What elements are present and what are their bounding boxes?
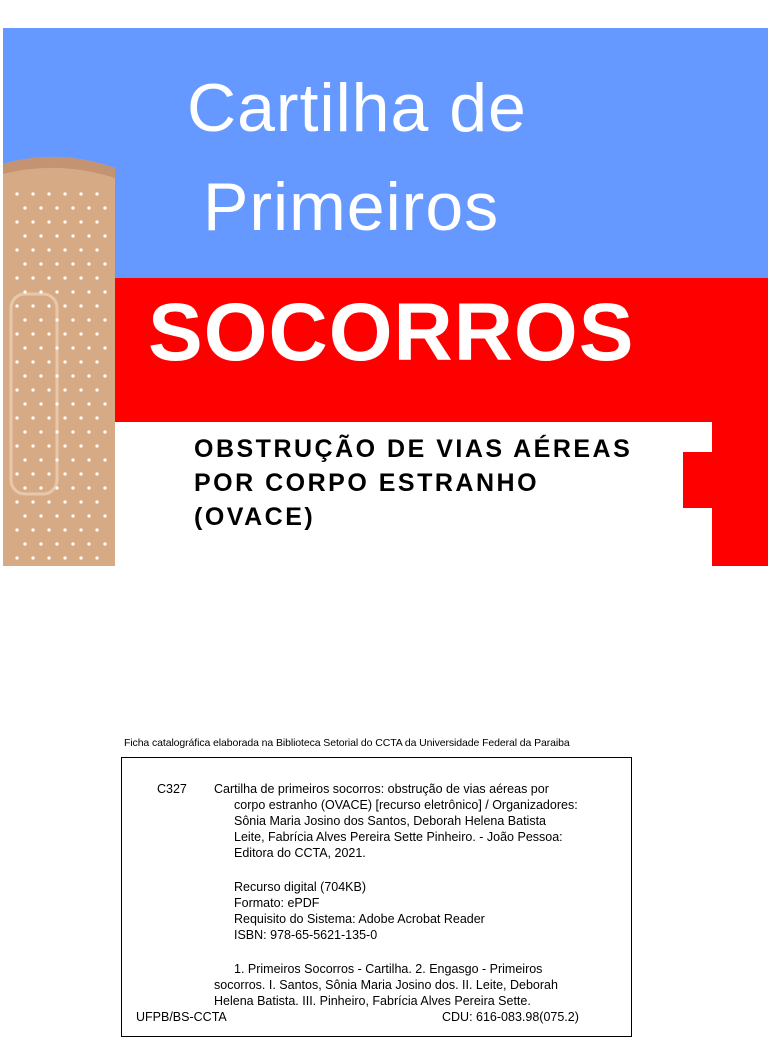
bandage-dot	[31, 416, 34, 419]
bandage-dot	[31, 304, 34, 307]
catalog-footer-left: UFPB/BS-CCTA	[136, 1010, 227, 1024]
bandage-dot	[55, 318, 58, 321]
bandage-dot	[103, 458, 106, 461]
red-cross-icon	[683, 404, 768, 566]
bandage-dot	[39, 430, 42, 433]
bandage-dot	[95, 556, 98, 559]
bandage-dot	[15, 360, 18, 363]
bandage-dot	[103, 374, 106, 377]
bandage-dot	[39, 290, 42, 293]
bandage-dot	[87, 430, 90, 433]
bandage-dot	[23, 486, 26, 489]
bandage-dot	[47, 192, 50, 195]
bandage-dot	[47, 528, 50, 531]
bandage-dot	[39, 318, 42, 321]
bandage-dot	[103, 514, 106, 517]
bandage-dot	[95, 248, 98, 251]
bandage-dot	[47, 248, 50, 251]
bandage-dot	[79, 556, 82, 559]
bandage-dot	[31, 276, 34, 279]
bandage-dot	[47, 416, 50, 419]
bandage-dot	[95, 444, 98, 447]
bandage-dot	[79, 500, 82, 503]
subject-line: Helena Batista. III. Pinheiro, Fabrícia Alves Pereira Sette.	[214, 994, 531, 1008]
bandage-dot	[63, 220, 66, 223]
bandage-icon	[3, 154, 121, 566]
bandage-dot	[15, 528, 18, 531]
bandage-dot	[95, 416, 98, 419]
bandage-dot	[71, 318, 74, 321]
subtitle-line: POR CORPO ESTRANHO	[194, 469, 540, 497]
bandage-dot	[63, 248, 66, 251]
bandage-dot	[71, 290, 74, 293]
bandage-dot	[79, 220, 82, 223]
bandage-dot	[55, 458, 58, 461]
entry-line: Cartilha de primeiros socorros: obstrução de vias aéreas por	[214, 782, 549, 796]
bandage-dot	[71, 486, 74, 489]
bandage-dot	[79, 528, 82, 531]
bandage-dot	[23, 346, 26, 349]
cover-title-line-2: Primeiros	[203, 169, 500, 245]
bandage-dot	[31, 332, 34, 335]
bandage-dot	[79, 472, 82, 475]
bandage-dot	[71, 262, 74, 265]
bandage-dot	[103, 430, 106, 433]
bandage-dot	[95, 472, 98, 475]
bandage-dot	[87, 374, 90, 377]
bandage-dot	[31, 444, 34, 447]
bandage-dot	[31, 556, 34, 559]
bandage-dot	[95, 360, 98, 363]
bandage-dot	[95, 276, 98, 279]
bandage-dot	[15, 276, 18, 279]
bandage-dot	[79, 304, 82, 307]
bandage-dot	[39, 402, 42, 405]
bandage-dot	[71, 542, 74, 545]
bandage-dot	[23, 402, 26, 405]
bandage-dot	[15, 332, 18, 335]
bandage-dot	[63, 416, 66, 419]
bandage-dot	[87, 402, 90, 405]
bandage-dot	[87, 234, 90, 237]
bandage-dot	[55, 234, 58, 237]
cover-title-socorros: SOCORROS	[148, 287, 635, 378]
bandage-dot	[87, 318, 90, 321]
bandage-dot	[39, 542, 42, 545]
bandage-dot	[79, 248, 82, 251]
bandage-dot	[87, 514, 90, 517]
entry-line: Leite, Fabrícia Alves Pereira Sette Pinheiro. - João Pessoa:	[234, 830, 563, 844]
bandage-dot	[87, 262, 90, 265]
bandage-dot	[103, 206, 106, 209]
bandage-dot	[31, 192, 34, 195]
bandage-dot	[87, 346, 90, 349]
bandage-dot	[47, 388, 50, 391]
bandage-dot	[95, 192, 98, 195]
subject-line: 1. Primeiros Socorros - Cartilha. 2. Engasgo - Primeiros	[234, 962, 543, 976]
bandage-dot	[23, 458, 26, 461]
bandage-dot	[95, 220, 98, 223]
bandage-dot	[23, 262, 26, 265]
bandage-dot	[71, 514, 74, 517]
bandage-dot	[39, 514, 42, 517]
bandage-dot	[95, 332, 98, 335]
entry-line: Sônia Maria Josino dos Santos, Deborah Helena Batista	[234, 814, 546, 828]
bandage-dot	[103, 262, 106, 265]
bandage-dot	[63, 276, 66, 279]
bandage-dot	[103, 542, 106, 545]
bandage-dot	[47, 304, 50, 307]
bandage-dot	[79, 388, 82, 391]
catalog-code: C327	[157, 782, 187, 796]
bandage-dot	[15, 500, 18, 503]
bandage-dot	[63, 500, 66, 503]
bandage-dot	[79, 444, 82, 447]
bandage-dot	[55, 514, 58, 517]
bandage-dot	[87, 486, 90, 489]
bandage-dot	[31, 360, 34, 363]
bandage-dot	[103, 346, 106, 349]
bandage-dot	[55, 402, 58, 405]
cover-subtitle	[194, 432, 632, 534]
subtitle-line: OBSTRUÇÃO DE VIAS AÉREAS	[194, 435, 633, 463]
bandage-dot	[39, 262, 42, 265]
bandage-dot	[103, 486, 106, 489]
bandage-dot	[31, 500, 34, 503]
bandage-dot	[95, 500, 98, 503]
bandage-dot	[71, 206, 74, 209]
subject-line: socorros. I. Santos, Sônia Maria Josino dos. II. Leite, Deborah	[214, 978, 558, 992]
bandage-dot	[95, 388, 98, 391]
bandage-dot	[103, 290, 106, 293]
bandage-dot	[47, 360, 50, 363]
bandage-dot	[103, 318, 106, 321]
bandage-dot	[23, 318, 26, 321]
bandage-dot	[23, 206, 26, 209]
bandage-dot	[15, 248, 18, 251]
bandage-dot	[39, 486, 42, 489]
bandage-dot	[31, 388, 34, 391]
subtitle-line: (OVACE)	[194, 503, 316, 531]
bandage-dot	[55, 486, 58, 489]
bandage-dot	[63, 332, 66, 335]
bandage-dot	[55, 542, 58, 545]
catalog-card	[121, 757, 632, 1037]
bandage-dot	[63, 444, 66, 447]
catalog-footer-right: CDU: 616-083.98(075.2)	[442, 1010, 579, 1024]
cover-title-line-1: Cartilha de	[187, 70, 527, 146]
resource-line: Formato: ePDF	[234, 896, 320, 910]
bandage-dot	[23, 542, 26, 545]
bandage-dot	[55, 346, 58, 349]
bandage-dot	[71, 430, 74, 433]
resource-line: ISBN: 978-65-5621-135-0	[234, 928, 378, 942]
resource-line: Recurso digital (704KB)	[234, 880, 367, 894]
bandage-dot	[15, 472, 18, 475]
resource-line: Requisito do Sistema: Adobe Acrobat Reader	[234, 912, 485, 926]
bandage-dot	[63, 360, 66, 363]
bandage-dot	[15, 416, 18, 419]
bandage-dot	[55, 290, 58, 293]
bandage-dot	[103, 402, 106, 405]
bandage-dot	[63, 192, 66, 195]
bandage-dot	[23, 234, 26, 237]
bandage-dot	[15, 304, 18, 307]
bandage-dot	[55, 206, 58, 209]
bandage-dot	[15, 220, 18, 223]
bandage-dot	[39, 458, 42, 461]
bandage-dot	[39, 206, 42, 209]
bandage-dot	[87, 542, 90, 545]
bandage-dot	[31, 248, 34, 251]
bandage-dot	[95, 528, 98, 531]
bandage-dot	[15, 556, 18, 559]
bandage-dot	[71, 234, 74, 237]
bandage-dot	[47, 500, 50, 503]
bandage-dot	[31, 220, 34, 223]
bandage-dot	[63, 556, 66, 559]
bandage-dot	[47, 332, 50, 335]
bandage-dot	[71, 458, 74, 461]
bandage-dot	[39, 374, 42, 377]
bandage-dot	[79, 192, 82, 195]
bandage-dot	[79, 416, 82, 419]
bandage-dot	[15, 388, 18, 391]
bandage-dot	[23, 374, 26, 377]
bandage-dot	[71, 346, 74, 349]
catalog-card-caption: Ficha catalográfica elaborada na Biblioteca Setorial do CCTA da Universidade Federal da Paraiba	[124, 737, 570, 749]
entry-line: corpo estranho (OVACE) [recurso eletrônico] / Organizadores:	[234, 798, 578, 812]
bandage-dot	[55, 262, 58, 265]
bandage-dot	[87, 206, 90, 209]
bandage-dot	[79, 332, 82, 335]
bandage-dot	[15, 444, 18, 447]
bandage-dot	[55, 430, 58, 433]
entry-line: Editora do CCTA, 2021.	[234, 846, 366, 860]
bandage-dot	[15, 192, 18, 195]
bandage-dot	[23, 514, 26, 517]
bandage-dot	[63, 388, 66, 391]
bandage-dot	[103, 234, 106, 237]
bandage-dot	[63, 304, 66, 307]
bandage-dot	[87, 458, 90, 461]
bandage-dot	[23, 290, 26, 293]
bandage-dot	[23, 430, 26, 433]
bandage-dot	[39, 346, 42, 349]
bandage-dot	[55, 374, 58, 377]
bandage-dot	[71, 374, 74, 377]
bandage-dot	[63, 528, 66, 531]
cover	[3, 28, 768, 566]
bandage-dot	[31, 472, 34, 475]
bandage-dot	[95, 304, 98, 307]
bandage-dot	[47, 220, 50, 223]
bandage-dot	[79, 360, 82, 363]
bandage-dot	[39, 234, 42, 237]
bandage-dot	[47, 444, 50, 447]
bandage-dot	[63, 472, 66, 475]
bandage-dot	[47, 556, 50, 559]
bandage-dot	[31, 528, 34, 531]
bandage-dot	[79, 276, 82, 279]
bandage-dot	[47, 276, 50, 279]
bandage-dot	[71, 402, 74, 405]
bandage-dot	[47, 472, 50, 475]
bandage-dot	[87, 290, 90, 293]
